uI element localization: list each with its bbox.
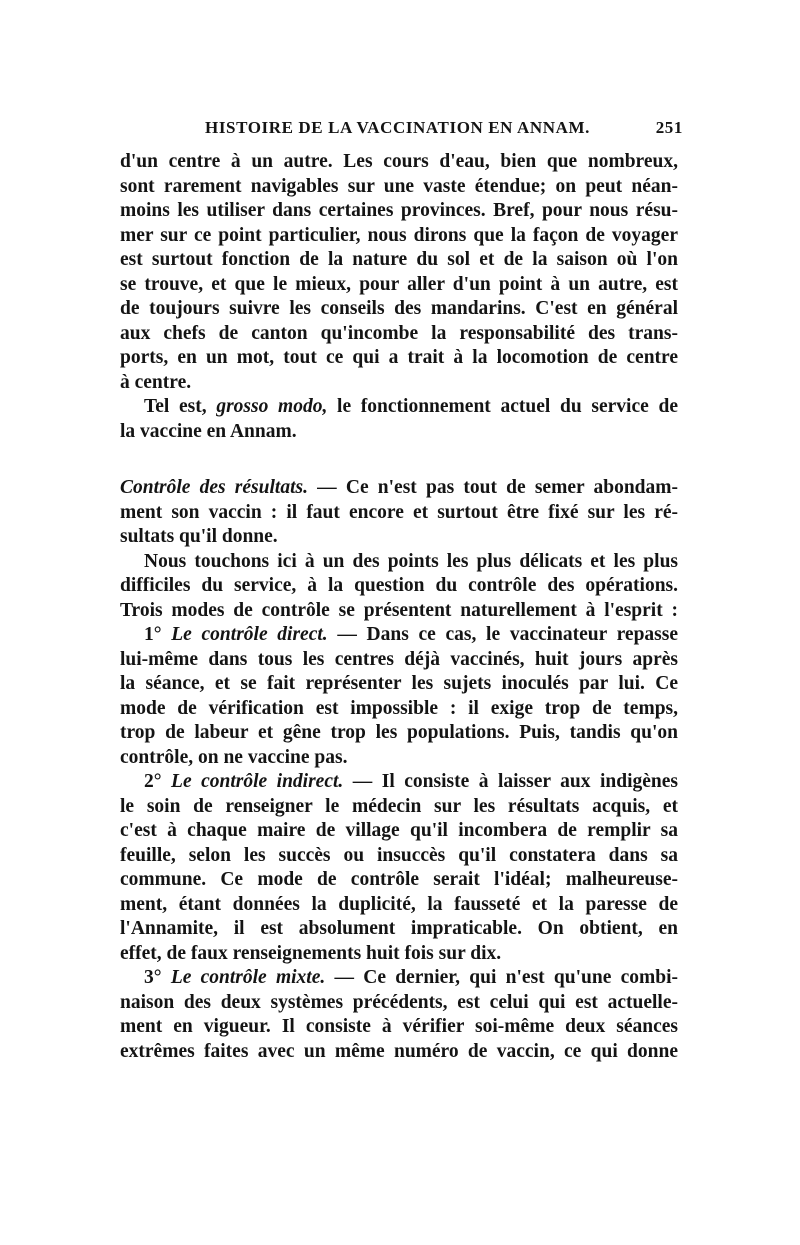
- page-number: 251: [655, 118, 683, 137]
- text-line: est surtout fonction de la nature du sol et de la saison où l'on: [120, 249, 678, 270]
- text-line: ment son vaccin : il faut encore et surtout être fixé sur les ré-: [120, 501, 678, 523]
- section-gap: [120, 444, 678, 476]
- item-title: Le contrôle mixte.: [170, 967, 326, 988]
- text-line: d'un centre à un autre. Les cours d'eau, bien que nombreux,: [120, 151, 678, 172]
- text-line: mode de vérification est impossible : il exige trop de temps,: [120, 697, 678, 719]
- text-line: trop de labeur et gêne trop les populations. Puis, tandis qu'on: [120, 722, 678, 743]
- section-heading-line: [120, 476, 678, 501]
- text-line: Nous touchons ici à un des points les plus délicats et les plus: [144, 550, 678, 572]
- text-run: — Dans ce cas, le vaccinateur repasse: [337, 624, 679, 645]
- text-line: extrêmes faites avec un même numéro de vaccin, ce qui donne: [120, 1040, 678, 1062]
- text-line: la vaccine en Annam.: [120, 420, 297, 442]
- text-line: aux chefs de canton qu'incombe la responsabilité des trans-: [120, 322, 678, 344]
- text-line: difficiles du service, à la question du contrôle des opérations.: [120, 575, 678, 596]
- item-number: 2°: [144, 771, 162, 792]
- text-line: ports, en un mot, tout ce qui a trait à la locomotion de centre: [120, 347, 678, 368]
- list-item-heading: [120, 623, 678, 648]
- running-title: HISTOIRE DE LA VACCINATION EN ANNAM.: [205, 118, 590, 137]
- text-line: contrôle, on ne vaccine pas.: [120, 746, 348, 768]
- item-number: 1°: [144, 624, 162, 645]
- text-line: commune. Ce mode de contrôle serait l'idéal; malheureuse-: [120, 869, 678, 890]
- text-line: la séance, et se fait représenter les sujets inoculés par lui. Ce: [120, 673, 678, 694]
- text-line: de toujours suivre les conseils des mandarins. C'est en général: [120, 298, 678, 319]
- section-heading: Contrôle des résultats.: [120, 477, 308, 498]
- item-number: 3°: [144, 967, 162, 988]
- text-run: le fonctionnement actuel du service de: [337, 396, 678, 417]
- list-item-heading: [120, 770, 678, 795]
- item-title: Le contrôle indirect.: [171, 771, 344, 792]
- text-line: effet, de faux renseignements huit fois sur dix.: [120, 942, 502, 964]
- text-line: ment en vigueur. Il consiste à vérifier soi-même deux séances: [120, 1016, 678, 1037]
- text-line: se trouve, et que le mieux, pour aller d'un point à un autre, est: [120, 273, 678, 295]
- text-line: l'Annamite, il est absolument impraticable. On obtient, en: [120, 918, 678, 939]
- text-line: mer sur ce point particulier, nous dirons que la façon de voyager: [120, 224, 678, 246]
- text-run: — Il consiste à laisser aux indigènes: [352, 771, 678, 792]
- text-line: lui-même dans tous les centres déjà vaccinés, huit jours après: [120, 648, 678, 670]
- text-line: à centre.: [120, 371, 192, 393]
- text-line: sont rarement navigables sur une vaste étendue; on peut néan-: [120, 175, 678, 197]
- text-line: c'est à chaque maire de village qu'il incombera de remplir sa: [120, 820, 678, 841]
- text-run: — Ce dernier, qui n'est qu'une combi-: [334, 967, 679, 988]
- text-run: Tel est,: [144, 396, 207, 417]
- paragraph-line-mixed: [120, 395, 678, 420]
- text-line: sultats qu'il donne.: [120, 526, 278, 547]
- list-item-heading: [120, 966, 678, 991]
- text-line: Trois modes de contrôle se présentent naturellement à l'esprit :: [120, 599, 678, 621]
- running-header: [205, 118, 683, 138]
- text-line: naison des deux systèmes précédents, est celui qui est actuelle-: [120, 991, 678, 1013]
- text-line: le soin de renseigner le médecin sur les résultats acquis, et: [120, 795, 678, 817]
- item-title: Le contrôle direct.: [171, 624, 328, 645]
- text-line: moins les utiliser dans certaines provinces. Bref, pour nous résu-: [120, 200, 678, 221]
- text-line: ment, étant données la duplicité, la fausseté et la paresse de: [120, 893, 678, 915]
- page-body: [120, 150, 678, 1064]
- emphasis-text: grosso modo,: [216, 396, 328, 417]
- text-line: feuille, selon les succès ou insuccès qu'il constatera dans sa: [120, 844, 678, 866]
- text-run: — Ce n'est pas tout de semer abondam-: [317, 477, 678, 498]
